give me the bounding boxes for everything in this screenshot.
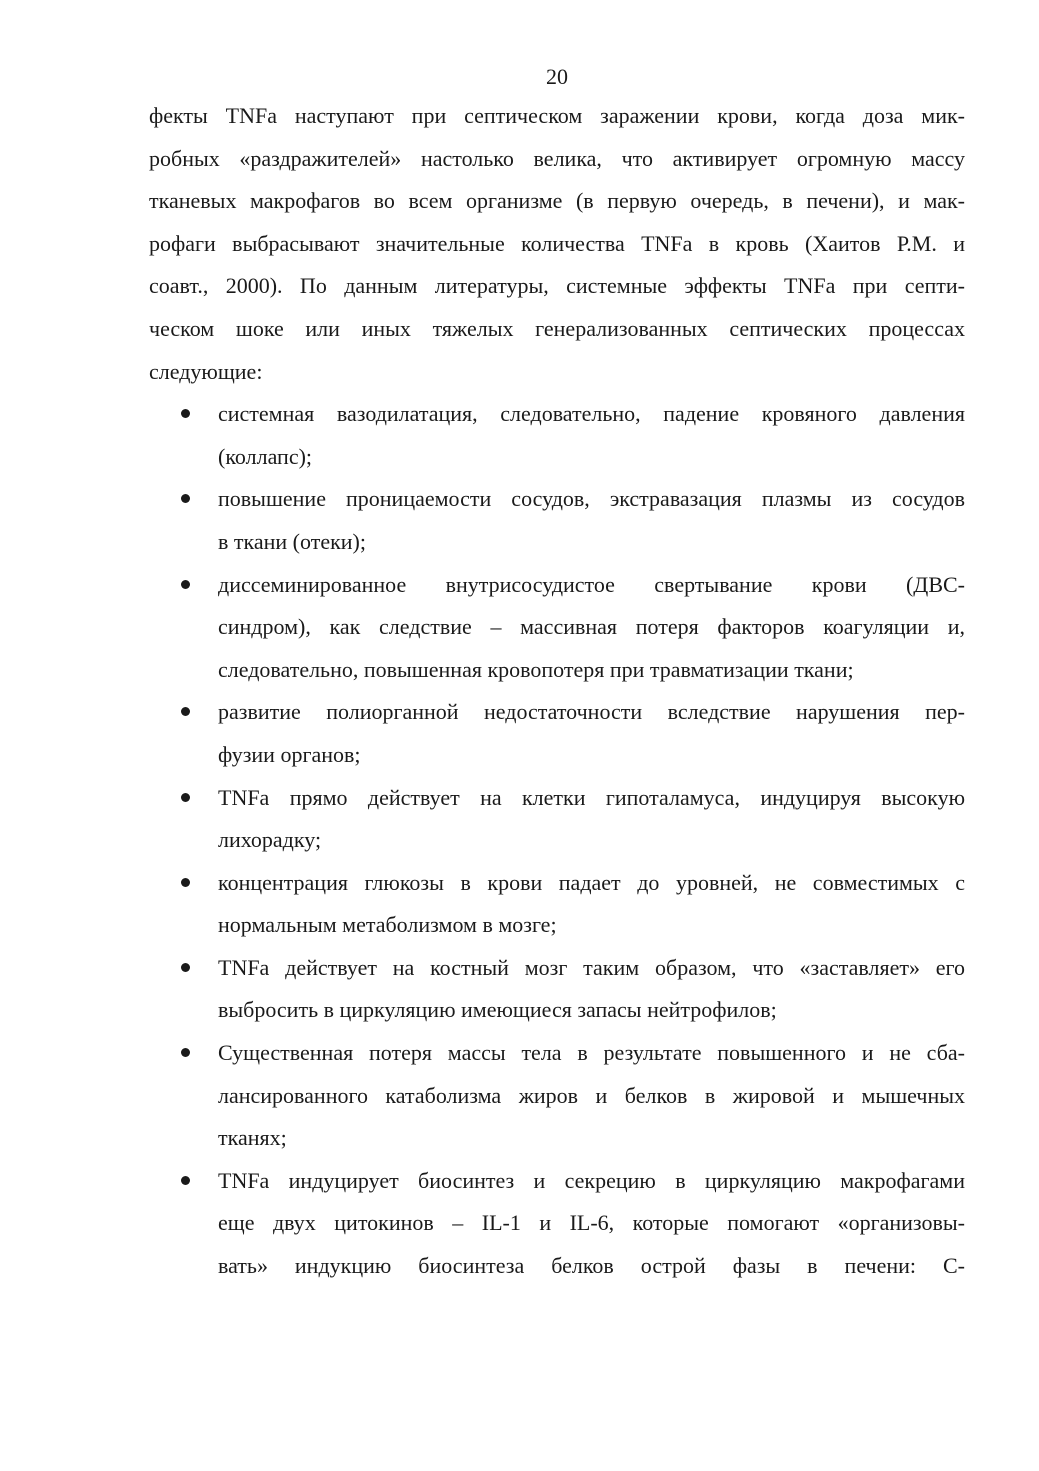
bullet-icon: [181, 409, 190, 418]
bullet-item: [149, 691, 965, 776]
paragraph-line: робных «раздражителей» настолько велика, что активирует огромную массу: [149, 145, 965, 171]
bullet-item: [149, 393, 965, 478]
paragraph-line: ческом шоке или иных тяжелых генерализованных септических процессах: [149, 315, 965, 341]
bullet-icon: [181, 1176, 190, 1185]
bullet-line: концентрация глюкозы в крови падает до уровней, не совместимых с: [218, 869, 965, 895]
bullet-icon: [181, 878, 190, 887]
bullet-item: [149, 777, 965, 862]
bullet-item: [149, 947, 965, 1032]
bullet-line: в ткани (отеки);: [218, 528, 366, 554]
page-number: 20: [546, 64, 568, 89]
bullet-line: развитие полиорганной недостаточности вследствие нарушения пер-: [218, 699, 965, 725]
document-body: [149, 95, 965, 1288]
bullet-line: системная вазодилатация, следовательно, падение кровяного давления: [218, 401, 965, 427]
bullet-line: TNFa действует на костный мозг таким образом, что «заставляет» его: [218, 954, 965, 980]
bullet-line: нормальным метаболизмом в мозге;: [218, 912, 557, 938]
bullet-line: TNFa прямо действует на клетки гипоталамуса, индуцируя высокую: [218, 784, 965, 810]
paragraph-line: следующие:: [149, 358, 263, 384]
bullet-item: [149, 564, 965, 692]
bullet-line: тканях;: [218, 1125, 287, 1151]
bullet-item: [149, 1160, 965, 1288]
bullet-item: [149, 862, 965, 947]
bullet-item: [149, 1032, 965, 1160]
bullet-list: [149, 393, 965, 1287]
bullet-icon: [181, 580, 190, 589]
bullet-line: лансированного катаболизма жиров и белков в жировой и мышечных: [218, 1082, 965, 1108]
bullet-icon: [181, 793, 190, 802]
bullet-line: TNFa индуцирует биосинтез и секрецию в циркуляцию макрофагами: [218, 1167, 965, 1193]
intro-paragraph: [149, 95, 965, 393]
bullet-line: лихорадку;: [218, 827, 322, 853]
bullet-line: вать» индукцию биосинтеза белков острой фазы в печени: С-: [218, 1253, 965, 1279]
paragraph-line: соавт., 2000). По данным литературы, системные эффекты TNFa при септи-: [149, 273, 965, 299]
bullet-line: еще двух цитокинов – IL-1 и IL-6, которые помогают «организовы-: [218, 1210, 965, 1236]
bullet-line: Существенная потеря массы тела в результате повышенного и не сба-: [218, 1040, 965, 1066]
bullet-line: синдром), как следствие – массивная потеря факторов коагуляции и,: [218, 614, 965, 640]
bullet-icon: [181, 963, 190, 972]
bullet-item: [149, 478, 965, 563]
bullet-icon: [181, 494, 190, 503]
bullet-line: диссеминированное внутрисосудистое свертывание крови (ДВС-: [218, 571, 965, 597]
bullet-line: (коллапс);: [218, 443, 313, 469]
paragraph-line: рофаги выбрасывают значительные количества TNFa в кровь (Хаитов Р.М. и: [149, 230, 965, 256]
bullet-line: выбросить в циркуляцию имеющиеся запасы нейтрофилов;: [218, 997, 777, 1023]
paragraph-line: фекты TNFa наступают при септическом заражении крови, когда доза мик-: [149, 103, 965, 128]
paragraph-line: тканевых макрофагов во всем организме (в первую очередь, в печени), и мак-: [149, 188, 965, 214]
bullet-line: повышение проницаемости сосудов, экстравазация плазмы из сосудов: [218, 486, 965, 512]
bullet-icon: [181, 1048, 190, 1057]
bullet-line: фузии органов;: [218, 741, 361, 767]
bullet-line: следовательно, повышенная кровопотеря при травматизации ткани;: [218, 656, 854, 682]
bullet-icon: [181, 707, 190, 716]
